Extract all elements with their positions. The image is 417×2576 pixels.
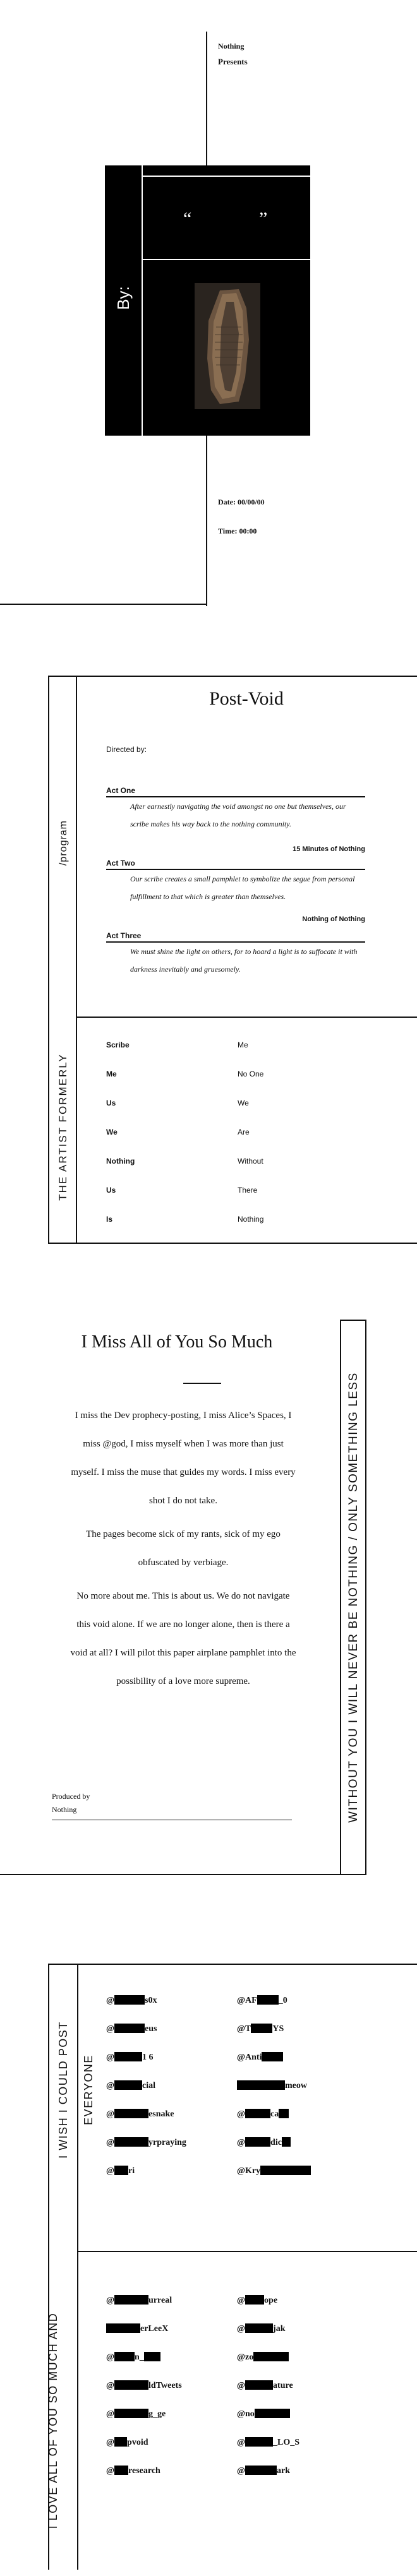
cast-actor: We xyxy=(238,1099,249,1107)
presents-label: Presents xyxy=(218,57,248,66)
act-name: Act Two xyxy=(106,859,365,870)
cast-actor: There xyxy=(238,1186,258,1195)
handle: @zo xyxy=(237,2352,289,2363)
act-description: After earnestly navigating the void amongst no one but themselves, our scribe makes his way back to the nothing community. xyxy=(130,802,346,828)
poster-rule-top xyxy=(142,176,310,177)
redaction-bar xyxy=(282,2137,291,2147)
act-name: Act One xyxy=(106,786,365,797)
letter-paragraph: The pages become sick of my rants, sick of my ego obfuscated by verbiage. xyxy=(86,1529,281,1568)
cast-row xyxy=(106,1070,372,1078)
act-description: Our scribe creates a small pamphlet to symbolize the segue from personal fulfillment to that which is greater than themselves. xyxy=(130,874,355,901)
redaction-bar xyxy=(245,2295,264,2305)
title-rule xyxy=(183,1383,221,1384)
cast-actor: Are xyxy=(238,1128,250,1136)
handle: @no xyxy=(237,2409,290,2419)
handle: @T YS xyxy=(237,2024,284,2034)
handle: @ ope xyxy=(237,2296,278,2305)
handle: @ yrpraying xyxy=(106,2138,186,2147)
cast-row xyxy=(106,1157,372,1166)
cast-row xyxy=(106,1215,372,1224)
directed-by-label: Directed by: xyxy=(106,745,147,754)
redaction-bar xyxy=(260,2166,311,2175)
close-quote-mark: ” xyxy=(259,208,268,229)
produced-by-label: Produced by xyxy=(52,1792,90,1801)
letter-page xyxy=(0,1320,417,1913)
handle: @ pvoid xyxy=(106,2438,148,2447)
redaction-bar xyxy=(114,2137,148,2147)
by-label: By: xyxy=(114,286,133,310)
cast-role: We xyxy=(106,1128,118,1136)
program-side-label: /program xyxy=(58,820,69,866)
program-title: Post-Void xyxy=(209,688,284,709)
program-page xyxy=(0,676,417,1263)
tags-border-top xyxy=(48,1964,417,1965)
artist-side-label: THE ARTIST FORMERLY xyxy=(57,1053,69,1201)
cast-role: Us xyxy=(106,1099,116,1107)
handle: @ jak xyxy=(237,2324,286,2334)
redaction-bar xyxy=(114,2352,135,2361)
handle: @ ark xyxy=(237,2466,291,2476)
act-two xyxy=(106,859,365,923)
producer-name: Nothing xyxy=(52,1805,77,1814)
redaction-bar xyxy=(253,2352,289,2361)
letter-paragraph: I miss the Dev prophecy-posting, I miss Alice’s Spaces, I miss @god, I miss myself when I was more than just myself. I miss the muse that guides my words. I miss every shot I do not take. xyxy=(71,1410,296,1506)
handle: @ eus xyxy=(106,2024,157,2034)
program-border-bottom xyxy=(48,1243,417,1244)
poster-rule-middle xyxy=(142,259,310,260)
cast-row xyxy=(106,1099,372,1107)
redaction-bar xyxy=(114,1995,145,2005)
letter-body xyxy=(70,1402,297,1701)
handle: @ urreal xyxy=(106,2296,172,2305)
redaction-bar xyxy=(114,2166,128,2175)
handle: @ ature xyxy=(237,2381,293,2390)
redaction-bar xyxy=(245,2466,277,2475)
act-one xyxy=(106,786,365,853)
event-date: Date: 00/00/00 xyxy=(218,498,265,506)
letter-side-quote: WITHOUT YOU I WILL NEVER BE NOTHING / ONLY SOMETHING LESS xyxy=(347,1372,360,1823)
presenter-name: Nothing xyxy=(218,42,245,51)
redaction-bar xyxy=(245,2137,270,2147)
cast-role: Nothing xyxy=(106,1157,135,1166)
handle: @ _LO_S xyxy=(237,2438,300,2447)
tags-side-label-bottom: I LOVE ALL OF YOU SO MUCH AND xyxy=(47,2312,59,2529)
producer-credit xyxy=(52,1790,90,1816)
redaction-bar xyxy=(245,2437,273,2447)
redaction-bar xyxy=(114,2380,148,2390)
act-duration: 15 Minutes of Nothing xyxy=(293,845,365,853)
program-border-inner xyxy=(76,676,77,1244)
cast-actor: Nothing xyxy=(238,1215,264,1224)
handle: @ research xyxy=(106,2466,160,2476)
redaction-bar xyxy=(245,2323,273,2333)
cast-row xyxy=(106,1041,372,1049)
tags-side-label-top: I WISH I COULD POST EVERYONE xyxy=(57,2021,95,2159)
redaction-bar xyxy=(114,2080,142,2090)
redaction-bar xyxy=(114,2024,145,2033)
stone-tablet-image xyxy=(195,283,260,409)
redaction-bar xyxy=(245,2109,270,2118)
cast-actor: Me xyxy=(238,1041,248,1049)
act-name: Act Three xyxy=(106,931,365,943)
handle: meow xyxy=(237,2080,307,2091)
cast-row xyxy=(106,1186,372,1195)
handle: @ dic xyxy=(237,2137,291,2148)
redaction-bar xyxy=(255,2409,290,2418)
handle: @ ldTweets xyxy=(106,2381,182,2390)
handle: erLeeX xyxy=(106,2323,168,2334)
handle: @ cial xyxy=(106,2081,156,2090)
letter-paragraph: No more about me. This is about us. We do not navigate this void alone. If we are no longer alone, then is there a void at all? I will pilot this paper airplane pamphlet into the possibility of a love more supreme. xyxy=(70,1591,296,1686)
letter-title: I Miss All of You So Much xyxy=(81,1332,273,1352)
handle: @AF _0 xyxy=(237,1996,287,2005)
event-time: Time: 00:00 xyxy=(218,527,257,535)
act-three xyxy=(106,931,365,978)
redaction-bar xyxy=(114,2409,148,2418)
open-quote-mark: “ xyxy=(183,208,192,229)
poster-rule-vertical xyxy=(142,165,143,436)
handle: @ s0x xyxy=(106,1996,157,2005)
program-divider xyxy=(76,1017,417,1018)
redaction-bar xyxy=(245,2380,273,2390)
cast-actor: Without xyxy=(238,1157,263,1166)
redaction-bar xyxy=(114,2109,148,2118)
program-border-left xyxy=(48,676,49,1244)
handle: @ n_ xyxy=(106,2352,160,2363)
redaction-bar xyxy=(114,2052,142,2061)
tags-divider xyxy=(77,2251,417,2252)
cast-role: Me xyxy=(106,1070,117,1078)
handle: @ 1 6 xyxy=(106,2053,154,2062)
letter-border-top xyxy=(340,1320,366,1321)
handle: @ ri xyxy=(106,2166,135,2176)
cover-page xyxy=(0,0,417,606)
handle: @Kry xyxy=(237,2166,311,2176)
redaction-bar xyxy=(144,2352,160,2361)
redaction-bar xyxy=(114,2466,128,2475)
tags-page xyxy=(0,1964,417,2576)
redaction-bar xyxy=(237,2080,285,2090)
handle: @ ca xyxy=(237,2109,289,2120)
letter-border-bottom xyxy=(0,1874,366,1875)
redaction-bar xyxy=(251,2024,272,2033)
redaction-bar xyxy=(114,2295,148,2305)
cover-divider-horizontal xyxy=(0,604,207,605)
cast-role: Us xyxy=(106,1186,116,1195)
redaction-bar xyxy=(106,2323,140,2333)
act-duration: Nothing of Nothing xyxy=(302,915,365,923)
redaction-bar xyxy=(262,2052,283,2061)
handle: @ esnake xyxy=(106,2109,174,2119)
program-border-top xyxy=(48,676,417,677)
handle: @ g_ge xyxy=(106,2409,166,2419)
cast-actor: No One xyxy=(238,1070,264,1078)
cast-row xyxy=(106,1128,372,1136)
redaction-bar xyxy=(279,2109,289,2118)
cast-role: Scribe xyxy=(106,1041,130,1049)
redaction-bar xyxy=(257,1995,279,2005)
cast-role: Is xyxy=(106,1215,113,1224)
redaction-bar xyxy=(114,2437,127,2447)
act-description: We must shine the light on others, for to hoard a light is to suffocate it with darkness inevitably and gruesomely. xyxy=(130,947,358,974)
handle: @Anti xyxy=(237,2052,283,2063)
